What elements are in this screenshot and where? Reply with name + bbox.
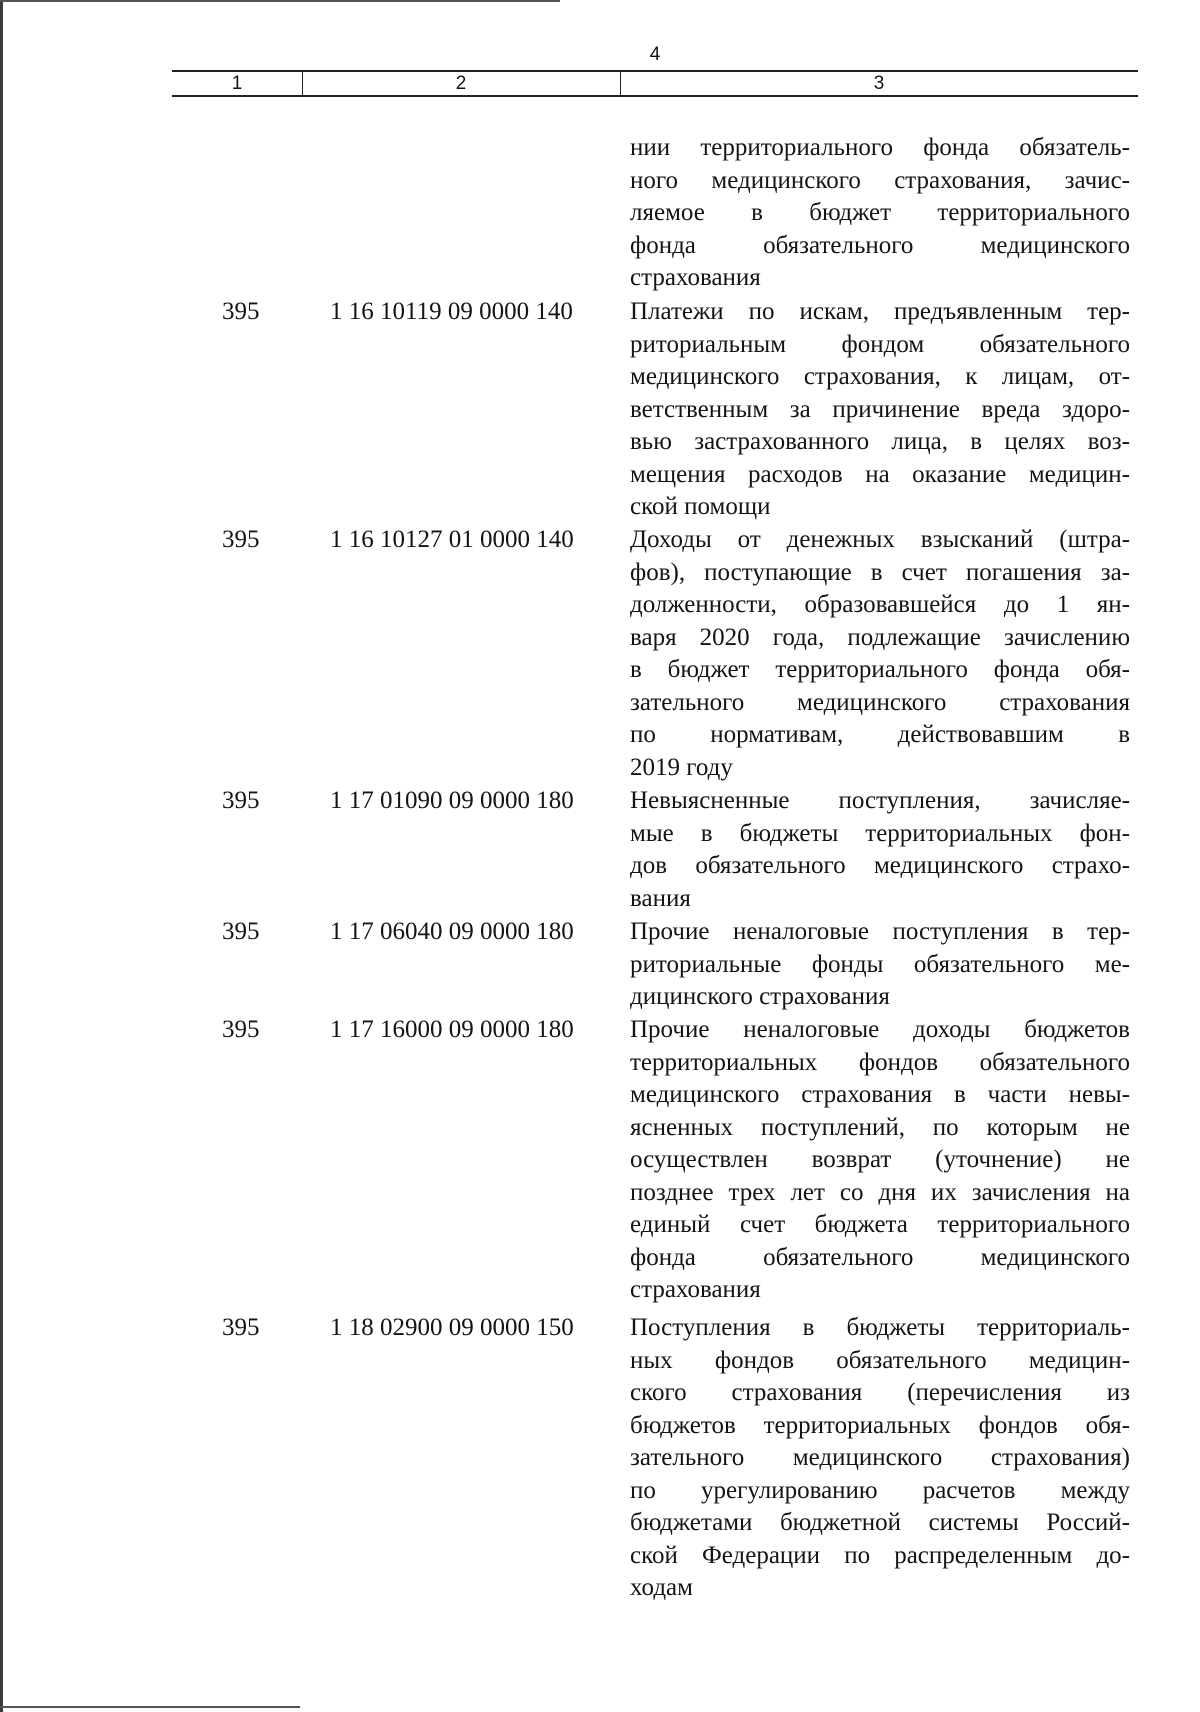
description-line: варя 2020 года, подлежащие зачислению: [630, 623, 1130, 651]
description-line: фонда обязательного медицинского: [630, 231, 1130, 259]
description-line: Прочие неналоговые поступления в тер-: [630, 918, 1130, 945]
description-line: Невыясненные поступления, зачисляе-: [630, 787, 1130, 814]
page-number: 4: [649, 44, 661, 65]
row-description: [630, 1014, 1130, 1307]
description-line: по урегулированию расчетов между: [630, 1476, 1130, 1504]
description-line: по нормативам, действовавшим в: [630, 721, 1130, 748]
kbk-code: 1 16 10119 09 0000 140: [330, 298, 573, 325]
row-description: [630, 296, 1130, 524]
description-line: ской Федерации по распределенным до-: [630, 1541, 1130, 1569]
admin-code: 395: [222, 298, 260, 325]
kbk-code: 1 16 10127 01 0000 140: [330, 526, 574, 553]
description-line: Платежи по искам, предъявленным тер-: [630, 298, 1130, 325]
admin-code: 395: [222, 787, 260, 814]
table-header: [172, 70, 1138, 97]
scan-edge-bottom: [0, 1706, 300, 1708]
description-line: ходам: [630, 1574, 693, 1601]
description-line: мещения расходов на оказание медицин-: [630, 460, 1130, 488]
row-description: [630, 785, 1130, 915]
description-line: в бюджет территориального фонда обя-: [630, 656, 1130, 683]
description-line: единый счет бюджета территориального: [630, 1211, 1130, 1238]
description-line: ного медицинского страхования, зачис-: [630, 166, 1130, 194]
description-line: риториальным фондом обязательного: [630, 330, 1130, 358]
admin-code: 395: [222, 1314, 260, 1341]
description-line: ных фондов обязательного медицин-: [630, 1346, 1130, 1374]
description-line: Доходы от денежных взысканий (штра-: [630, 526, 1130, 553]
description-line: бюджетами бюджетной системы Россий-: [630, 1509, 1130, 1536]
row-description: [630, 916, 1130, 1014]
description-line: ляемое в бюджет территориального: [630, 199, 1130, 226]
description-line: зательного медицинского страхования): [630, 1444, 1130, 1471]
description-line: мые в бюджеты территориальных фон-: [630, 819, 1130, 847]
description-line: дов обязательного медицинского страхо-: [630, 852, 1130, 879]
scan-edge-top: [0, 0, 560, 2]
description-line: долженности, образовавшейся до 1 ян-: [630, 591, 1130, 618]
description-line: ветственным за причинение вреда здоро-: [630, 395, 1130, 423]
admin-code: 395: [222, 1016, 260, 1043]
description-line: медицинского страхования в части невы-: [630, 1081, 1130, 1108]
description-line: дицинского страхования: [630, 983, 890, 1010]
description-line: вания: [630, 884, 691, 912]
description-line: страхования: [630, 1276, 761, 1303]
scan-edge-left: [0, 0, 3, 1712]
description-line: риториальные фонды обязательного ме-: [630, 950, 1130, 978]
description-line: 2019 году: [630, 753, 733, 781]
description-line: страхования: [630, 264, 761, 291]
column-header-2: 2: [302, 72, 621, 95]
description-line: Прочие неналоговые доходы бюджетов: [630, 1016, 1130, 1043]
description-line: осуществлен возврат (уточнение) не: [630, 1146, 1130, 1173]
description-line: Поступления в бюджеты территориаль-: [630, 1314, 1130, 1341]
continued-description: [630, 132, 1130, 295]
row-description: [630, 1312, 1130, 1605]
description-line: нии территориального фонда обязатель-: [630, 134, 1130, 161]
description-line: позднее трех лет со дня их зачисления на: [630, 1178, 1130, 1206]
description-line: медицинского страхования, к лицам, от-: [630, 363, 1130, 390]
description-line: фонда обязательного медицинского: [630, 1243, 1130, 1271]
description-line: ясненных поступлений, по которым не: [630, 1113, 1130, 1141]
description-line: территориальных фондов обязательного: [630, 1048, 1130, 1076]
description-line: фов), поступающие в счет погашения за-: [630, 558, 1130, 586]
column-header-1: 1: [172, 72, 303, 95]
description-line: бюджетов территориальных фондов обя-: [630, 1411, 1130, 1439]
admin-code: 395: [222, 918, 260, 945]
row-description: [630, 524, 1130, 784]
kbk-code: 1 18 02900 09 0000 150: [330, 1314, 574, 1341]
kbk-code: 1 17 01090 09 0000 180: [330, 787, 574, 814]
kbk-code: 1 17 16000 09 0000 180: [330, 1016, 574, 1043]
description-line: вью застрахованного лица, в целях воз-: [630, 428, 1130, 455]
admin-code: 395: [222, 526, 260, 553]
description-line: зательного медицинского страхования: [630, 688, 1130, 716]
description-line: ского страхования (перечисления из: [630, 1379, 1130, 1406]
description-line: ской помощи: [630, 493, 771, 520]
column-header-3: 3: [873, 73, 885, 94]
kbk-code: 1 17 06040 09 0000 180: [330, 918, 574, 945]
